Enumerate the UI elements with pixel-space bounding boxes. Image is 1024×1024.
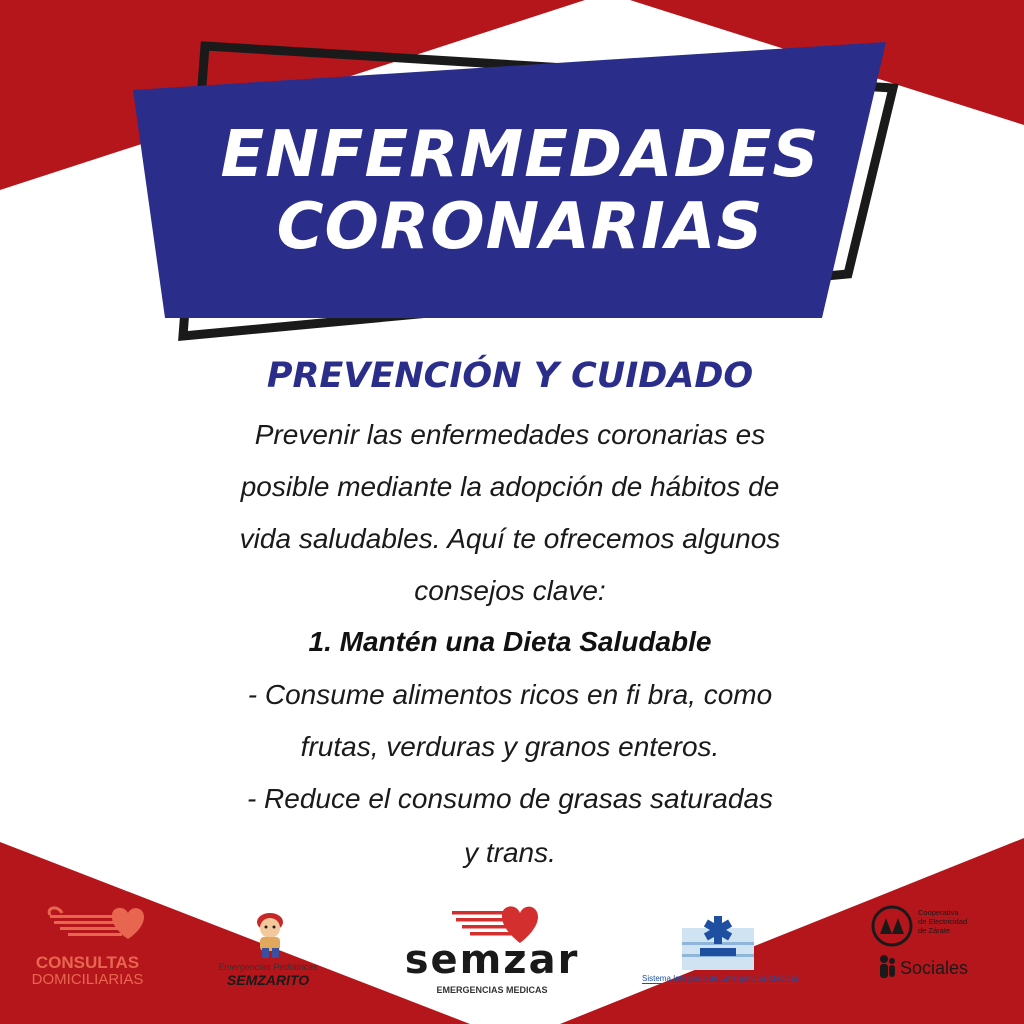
intro-line-1: Prevenir las enfermedades coronarias es [254,419,766,450]
cooperativa-line1: Cooperativa [918,908,959,917]
people-icon [876,954,898,980]
cooperativa-line2: de Electricidad [918,917,968,926]
semzarito-line1: Emergencias Pediátricas [218,962,318,972]
intro-line-2: posible mediante la adopción de hábitos de [240,471,780,502]
star-of-life-icon [642,912,794,972]
cooperativa-line3: de Zárate [918,926,951,935]
intro-line-4: consejos clave: [414,575,606,606]
title-line-2: CORONARIAS [276,190,764,264]
cooperativa-logo [866,902,986,992]
consultas-domiciliarias-logo [20,905,155,995]
coop-emblem-icon [870,904,916,948]
heart-stripes-icon [20,905,155,955]
semzarito-line2: SEMZARITO [226,972,310,988]
intro-line-3: vida saludables. Aquí te ofrecemos algunos [239,523,781,554]
cooperativa-sociales: Sociales [900,958,969,978]
section-heading: 1. Mantén una Dieta Saludable [308,626,712,657]
bullet-line-1: - Consume alimentos ricos en fi bra, como [247,679,773,710]
consultas-line1: CONSULTAS [35,953,140,972]
mascot-icon [246,908,296,960]
semzar-name: semzar [404,937,580,983]
sim-line1: Sistema Integrado de Emergencias Medicas [642,974,799,983]
subtitle: PREVENCIÓN Y CUIDADO [266,356,754,396]
consultas-line2: DOMICILIARIAS [31,971,144,988]
sim-logo [642,912,799,992]
semzarito-logo [218,908,318,990]
bullet-line-2: frutas, verduras y granos enteros. [300,731,720,762]
bullet-line-4: y trans. [464,837,556,868]
semzar-logo [392,903,592,998]
bullet-line-3: - Reduce el consumo de grasas saturadas [246,783,774,814]
semzar-tagline: EMERGENCIAS MEDICAS [436,985,548,995]
title-line-1: ENFERMEDADES [220,118,820,192]
